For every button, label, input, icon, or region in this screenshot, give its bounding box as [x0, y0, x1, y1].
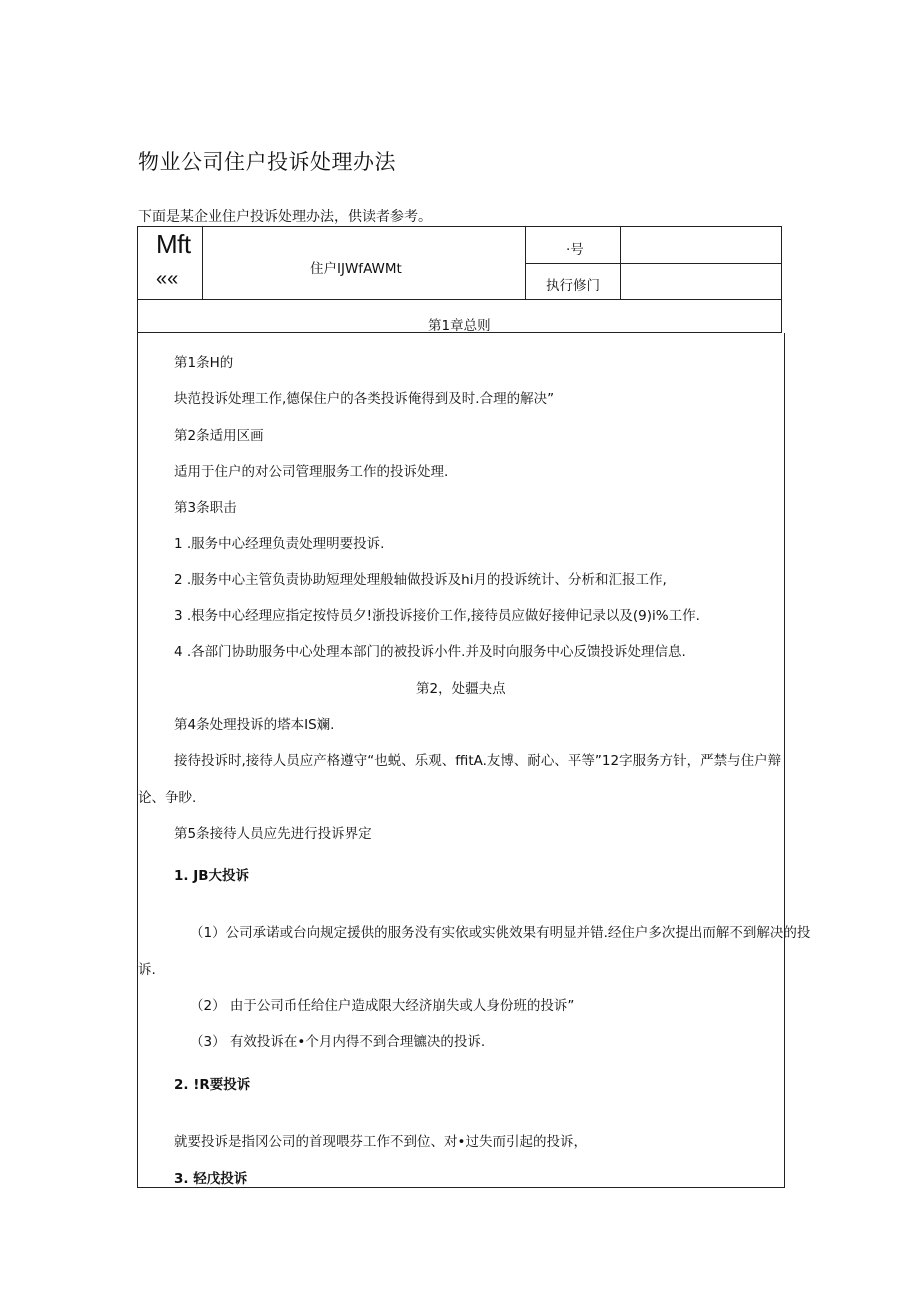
article-2-heading: 第2条适用区画	[174, 428, 264, 444]
doc-title-cell: 住户IJWfAWMt	[310, 261, 402, 277]
sub-item-cont: 诉.	[138, 962, 156, 978]
chapter-2-heading: 第2，处疆夬点	[416, 681, 506, 697]
article-2-body: 适用于住户的对公司管理服务工作的投诉处理.	[174, 464, 449, 480]
article-3-heading: 第3条职击	[174, 500, 237, 516]
list-item: 4 .各部门协助服务中心处理本部门的被投诉小件.并及时向服务中心反馈投诉处理信息.	[174, 644, 686, 660]
article-1-heading: 第1条H的	[174, 355, 234, 371]
sub-item: （2） 由于公司币任给住户造成限大经济崩失或人身份班的投诉”	[190, 998, 575, 1014]
list-item: 1. JB大投诉	[174, 868, 250, 884]
list-item: 3 .根务中心经理应指定按恃员夕!浙投诉接价工作,接待员应做好接伸记录以及(9)i%工作.	[174, 608, 700, 624]
paragraph: 就要投诉是指冈公司的首现喂芬工作不到位、对•过失而引起的投诉，	[174, 1134, 587, 1150]
article-4-body-cont: 论、争眇.	[138, 790, 197, 806]
document-title: 物业公司住户投诉处理办法	[138, 150, 396, 174]
company-logo-text: Mft	[156, 229, 191, 259]
list-item: 1 .服务中心经理负责处理明要投诉.	[174, 536, 385, 552]
article-4-heading: 第4条处理投诉的塔本IS斓.	[174, 717, 335, 733]
article-4-body: 接待投诉时,接待人员应产格遵守“也蜕、乐观、ffitA.友博、耐心、平等”12字服务方针，严禁与住户辩	[174, 753, 782, 769]
execution-label: 执行修门	[546, 278, 600, 294]
company-logo-mark: ««	[156, 268, 179, 290]
list-item: 3. 轻戊投诉	[174, 1171, 248, 1187]
sub-item: （3） 有效投诉在•个月内得不到合理镳决的投诉.	[190, 1034, 486, 1050]
article-5-heading: 第5条接待人员应先进行投诉界定	[174, 826, 372, 842]
number-label: ·号	[566, 242, 584, 258]
list-item: 2 .服务中心主管负责协助短理处理般轴做投诉及hi月的投诉统计、分析和汇报工作,	[174, 572, 667, 588]
chapter-1-heading: 第1章总则	[428, 318, 491, 334]
list-item: 2. !R要投诉	[174, 1077, 251, 1093]
intro-text: 下面是某企业住户投诉处理办法，供读者参考。	[138, 209, 432, 225]
article-1-body: 块范投诉处理工作,德保住户的各类投诉俺得到及时.合理的解决”	[174, 391, 555, 407]
sub-item: （1）公司承诺或台向规定援供的服务没有实依或实佻效果有明显并错.经住户多次提出而解不到解决的投	[190, 925, 811, 941]
